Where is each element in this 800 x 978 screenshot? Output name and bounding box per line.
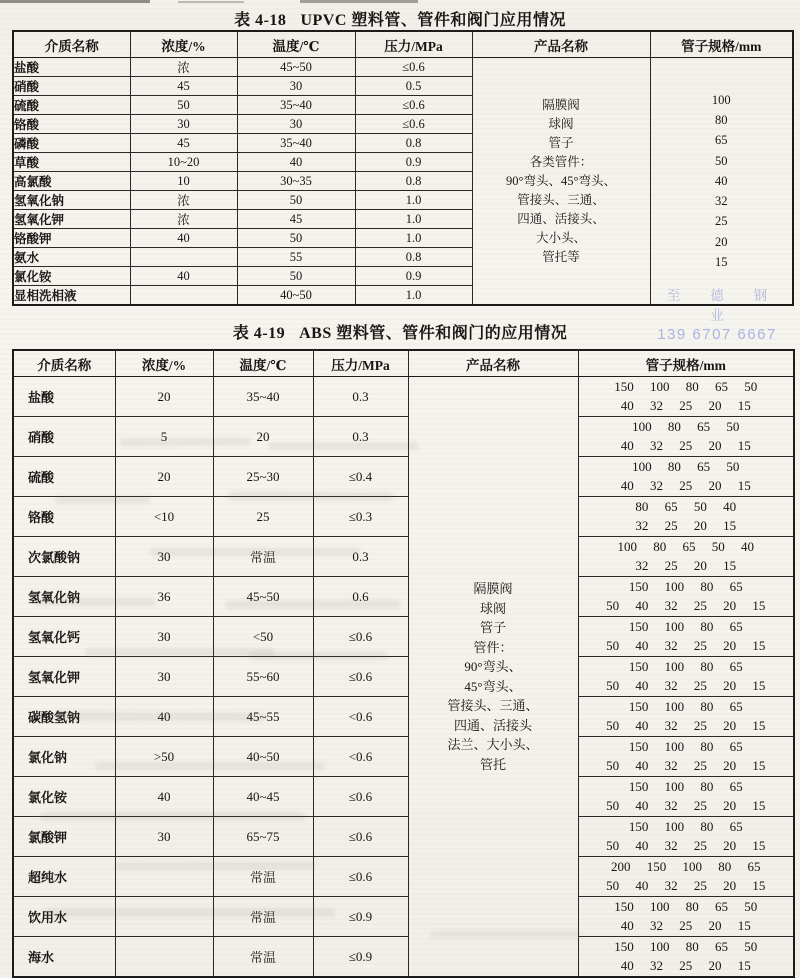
temperature-cell: 35~40 (237, 134, 355, 153)
spec-line-2: 40 32 25 20 15 (620, 477, 751, 493)
pipe-spec-cell (578, 897, 794, 937)
table-4-18-title (0, 0, 800, 30)
medium-cell: 氢氧化钠 (13, 577, 115, 617)
scan-edge-artifact (0, 0, 150, 3)
concentration-cell: 40 (115, 697, 213, 737)
pressure-cell: ≤0.9 (313, 937, 408, 978)
medium-cell: 氯化铵 (13, 267, 130, 286)
medium-cell: 氢氧化钾 (13, 210, 130, 229)
table-row (13, 937, 794, 978)
table-4-18-title-number: 表 4-18 (234, 12, 287, 29)
temperature-cell: 40~50 (237, 286, 355, 306)
medium-cell: 盐酸 (13, 377, 115, 417)
table-4-19-title (0, 320, 800, 343)
header-temperature: 温度/℃ (213, 350, 313, 377)
spec-line: 32 (715, 194, 728, 209)
medium-cell: 次氯酸钠 (13, 537, 115, 577)
medium-cell: 草酸 (13, 153, 130, 172)
concentration-cell: 40 (115, 777, 213, 817)
pipe-spec-cell (578, 937, 794, 978)
temperature-cell: 50 (237, 191, 355, 210)
pressure-cell: 0.6 (313, 577, 408, 617)
pressure-cell: ≤0.3 (313, 497, 408, 537)
spec-line-1: 150 100 80 65 (628, 699, 743, 714)
concentration-cell: 5 (115, 417, 213, 457)
header-concentration: 浓度/% (130, 31, 237, 58)
table-row (13, 777, 794, 817)
medium-cell: 硝酸 (13, 417, 115, 457)
medium-cell: 氢氧化钠 (13, 191, 130, 210)
pipe-specs-cell (650, 58, 793, 306)
table-row (13, 417, 794, 457)
table-row (13, 58, 793, 77)
table-row (13, 617, 794, 657)
table-row (13, 857, 794, 897)
temperature-cell: 常温 (213, 937, 313, 978)
pressure-cell: 0.3 (313, 417, 408, 457)
pressure-cell: 0.3 (313, 537, 408, 577)
spec-line-2: 40 32 25 20 15 (620, 397, 751, 413)
spec-line-2: 50 40 32 25 20 15 (606, 837, 766, 853)
spec-line-2: 40 32 25 20 15 (620, 437, 751, 453)
table-4-18 (12, 30, 794, 306)
table-row (13, 897, 794, 937)
medium-cell: 铬酸 (13, 115, 130, 134)
pressure-cell: ≤0.6 (313, 817, 408, 857)
product-line: 管子 (548, 135, 574, 150)
medium-cell: 饮用水 (13, 897, 115, 937)
pressure-cell: ≤0.6 (313, 617, 408, 657)
header-concentration: 浓度/% (115, 350, 213, 377)
product-line: 45°弯头、 (464, 678, 522, 694)
spec-line: 25 (715, 214, 728, 229)
concentration-cell: 30 (115, 817, 213, 857)
product-line: 法兰、大小头、 (447, 737, 539, 752)
spec-line-2: 50 40 32 25 20 15 (606, 877, 766, 893)
pressure-cell: 0.3 (313, 377, 408, 417)
scan-edge-artifact (300, 0, 418, 3)
spec-line-1: 150 100 80 65 (628, 819, 743, 834)
medium-cell: 硝酸 (13, 77, 130, 96)
concentration-cell: 10 (130, 172, 237, 191)
medium-cell: 铬酸 (13, 497, 115, 537)
concentration-cell: 36 (115, 577, 213, 617)
pressure-cell: ≤0.6 (355, 115, 472, 134)
pressure-cell: ≤0.6 (313, 857, 408, 897)
medium-cell: 盐酸 (13, 58, 130, 77)
pressure-cell: ≤0.6 (355, 96, 472, 115)
temperature-cell: 35~40 (213, 377, 313, 417)
concentration-cell (115, 937, 213, 978)
product-line: 大小头、 (535, 230, 586, 245)
concentration-cell: 45 (130, 134, 237, 153)
scan-edge-artifact (178, 1, 244, 3)
product-line: 各类管件： (529, 154, 593, 169)
spec-line-1: 150 100 80 65 50 (614, 379, 758, 394)
temperature-cell: 45~50 (237, 58, 355, 77)
concentration-cell: 45 (130, 77, 237, 96)
pipe-spec-cell (578, 737, 794, 777)
table-row (13, 577, 794, 617)
concentration-cell: 30 (115, 657, 213, 697)
medium-cell: 硫酸 (13, 457, 115, 497)
temperature-cell: 50 (237, 267, 355, 286)
table-row (13, 737, 794, 777)
concentration-cell: 浓 (130, 191, 237, 210)
temperature-cell: 55 (237, 248, 355, 267)
spec-line: 80 (715, 113, 728, 128)
medium-cell: 碳酸氢钠 (13, 697, 115, 737)
temperature-cell: 40 (237, 153, 355, 172)
spec-line-2: 40 32 25 20 15 (620, 917, 751, 933)
temperature-cell: 常温 (213, 897, 313, 937)
pressure-cell: ≤0.6 (355, 58, 472, 77)
temperature-cell: 50 (237, 229, 355, 248)
temperature-cell: 30 (237, 115, 355, 134)
temperature-cell: 40~45 (213, 777, 313, 817)
concentration-cell: 50 (130, 96, 237, 115)
temperature-cell: 45~50 (213, 577, 313, 617)
table-4-19-title-number: 表 4-19 (232, 325, 286, 342)
table-4-19-body (13, 377, 794, 978)
pipe-spec-cell (578, 497, 794, 537)
header-medium: 介质名称 (13, 31, 130, 58)
spec-line-1: 150 100 80 65 (628, 659, 743, 674)
spec-line-2: 40 32 25 20 15 (620, 957, 751, 973)
concentration-cell: 40 (130, 229, 237, 248)
table-row (13, 457, 794, 497)
spec-line-1: 100 80 65 50 (632, 459, 740, 474)
spec-line-1: 100 80 65 50 (632, 419, 740, 434)
temperature-cell: <50 (213, 617, 313, 657)
table-4-18-title-text: UPVC 塑料管、管件和阀门应用情况 (300, 12, 566, 29)
header-spec: 管子规格/mm (650, 31, 793, 58)
medium-cell: 氯酸钾 (13, 817, 115, 857)
temperature-cell: 45 (237, 210, 355, 229)
spec-line: 50 (715, 153, 728, 168)
pressure-cell: 1.0 (355, 191, 472, 210)
pipe-spec-cell (578, 617, 794, 657)
header-pressure: 压力/MPa (355, 31, 472, 58)
header-spec: 管子规格/mm (578, 350, 794, 377)
product-line: 四通、活接头 (453, 717, 532, 733)
spec-line-2: 50 40 32 25 20 15 (606, 677, 766, 693)
temperature-cell: 55~60 (213, 657, 313, 697)
concentration-cell (115, 897, 213, 937)
spec-line-2: 50 40 32 25 20 15 (606, 757, 766, 773)
pressure-cell: 0.8 (355, 248, 472, 267)
pipe-spec-cell (578, 537, 794, 577)
product-line: 管托 (479, 756, 506, 772)
table-4-18-header (13, 31, 793, 58)
spec-line-1: 80 65 50 40 (635, 499, 737, 514)
pressure-cell: 0.5 (355, 77, 472, 96)
pipe-spec-cell (578, 417, 794, 457)
spec-line-2: 50 40 32 25 20 15 (606, 637, 766, 653)
pressure-cell: ≤0.6 (313, 657, 408, 697)
product-line: 90°弯头、 (464, 659, 522, 674)
table-4-18-body (13, 58, 793, 306)
product-line: 隔膜阀 (542, 97, 580, 112)
pipe-spec-cell (578, 697, 794, 737)
medium-cell: 磷酸 (13, 134, 130, 153)
spec-line-1: 150 100 80 65 (628, 619, 743, 634)
medium-cell: 铬酸钾 (13, 229, 130, 248)
spec-line-2: 50 40 32 25 20 15 (606, 597, 766, 613)
pipe-spec-cell (578, 857, 794, 897)
product-line: 管件： (473, 639, 513, 655)
spec-line-1: 150 100 80 65 50 (614, 939, 758, 954)
table-row (13, 377, 794, 417)
spec-line-1: 150 100 80 65 (628, 739, 743, 754)
pressure-cell: ≤0.4 (313, 457, 408, 497)
product-names-cell (408, 377, 578, 978)
concentration-cell: 30 (115, 537, 213, 577)
product-line: 管子 (479, 620, 506, 635)
table-4-19-title-text: ABS 塑料管、管件和阀门的应用情况 (299, 325, 568, 342)
temperature-cell: 常温 (213, 857, 313, 897)
product-line: 球阀 (479, 600, 506, 616)
spec-line-1: 100 80 65 50 40 (617, 539, 754, 554)
temperature-cell: 45~55 (213, 697, 313, 737)
header-temperature: 温度/℃ (237, 31, 355, 58)
pressure-cell: 1.0 (355, 286, 472, 306)
temperature-cell: 65~75 (213, 817, 313, 857)
product-names-cell (472, 58, 650, 306)
product-line: 管接头、三通、 (447, 698, 539, 713)
spec-line-1: 150 100 80 65 50 (614, 899, 758, 914)
medium-cell: 氯化钠 (13, 737, 115, 777)
spec-line-2: 50 40 32 25 20 15 (606, 717, 766, 733)
product-line: 隔膜阀 (473, 581, 513, 596)
medium-cell: 高氯酸 (13, 172, 130, 191)
spec-line: 20 (715, 234, 728, 249)
temperature-cell: 25~30 (213, 457, 313, 497)
spec-line-2: 50 40 32 25 20 15 (606, 797, 766, 813)
pipe-spec-cell (578, 577, 794, 617)
spec-line-2: 32 25 20 15 (635, 557, 737, 573)
product-line: 球阀 (548, 116, 574, 131)
concentration-cell: >50 (115, 737, 213, 777)
spec-line: 100 (711, 93, 731, 108)
table-4-19-header (13, 350, 794, 377)
medium-cell: 海水 (13, 937, 115, 978)
temperature-cell: 30~35 (237, 172, 355, 191)
medium-cell: 氢氧化钾 (13, 657, 115, 697)
product-line: 管托等 (542, 249, 580, 264)
pressure-cell: 1.0 (355, 210, 472, 229)
header-product: 产品名称 (408, 350, 578, 377)
medium-cell: 显相洗相液 (13, 286, 130, 306)
spec-line-1: 150 100 80 65 (628, 579, 743, 594)
table-row (13, 817, 794, 857)
pipe-spec-cell (578, 817, 794, 857)
concentration-cell: 20 (115, 377, 213, 417)
concentration-cell (115, 857, 213, 897)
pipe-spec-cell (578, 377, 794, 417)
concentration-cell: <10 (115, 497, 213, 537)
temperature-cell: 常温 (213, 537, 313, 577)
spec-line: 65 (715, 133, 728, 148)
pressure-cell: <0.6 (313, 737, 408, 777)
temperature-cell: 30 (237, 77, 355, 96)
pressure-cell: 0.8 (355, 134, 472, 153)
concentration-cell (130, 286, 237, 306)
spec-line-1: 150 100 80 65 (628, 779, 743, 794)
watermark-company-name: 至 德 钢 业 (666, 288, 780, 323)
pressure-cell: 1.0 (355, 229, 472, 248)
table-row (13, 657, 794, 697)
concentration-cell: 浓 (130, 210, 237, 229)
pressure-cell: ≤0.9 (313, 897, 408, 937)
spec-line: 15 (715, 254, 728, 269)
pipe-spec-cell (578, 657, 794, 697)
product-line: 四通、活接头、 (517, 211, 605, 226)
header-medium: 介质名称 (13, 350, 115, 377)
temperature-cell: 20 (213, 417, 313, 457)
medium-cell: 氯化铵 (13, 777, 115, 817)
spec-line-2: 32 25 20 15 (635, 517, 737, 533)
temperature-cell: 35~40 (237, 96, 355, 115)
medium-cell: 氢氧化钙 (13, 617, 115, 657)
concentration-cell: 20 (115, 457, 213, 497)
temperature-cell: 40~50 (213, 737, 313, 777)
spec-line-1: 200 150 100 80 65 (611, 859, 761, 874)
concentration-cell: 40 (130, 267, 237, 286)
spec-line: 40 (715, 173, 728, 188)
pipe-spec-cell (578, 777, 794, 817)
watermark-phone-number: 139 6707 6667 (657, 326, 777, 343)
concentration-cell: 30 (115, 617, 213, 657)
concentration-cell: 浓 (130, 58, 237, 77)
header-pressure: 压力/MPa (313, 350, 408, 377)
pipe-spec-cell (578, 457, 794, 497)
table-row (13, 537, 794, 577)
pressure-cell: ≤0.6 (313, 777, 408, 817)
medium-cell: 硫酸 (13, 96, 130, 115)
product-line: 管接头、三通、 (517, 192, 605, 207)
table-4-19 (12, 349, 795, 978)
product-line: 90°弯头、45°弯头、 (506, 173, 616, 188)
table-row (13, 497, 794, 537)
header-product: 产品名称 (472, 31, 650, 58)
pressure-cell: 0.8 (355, 172, 472, 191)
medium-cell: 超纯水 (13, 857, 115, 897)
concentration-cell (130, 248, 237, 267)
concentration-cell: 30 (130, 115, 237, 134)
table-row (13, 697, 794, 737)
pressure-cell: 0.9 (355, 267, 472, 286)
pressure-cell: <0.6 (313, 697, 408, 737)
pressure-cell: 0.9 (355, 153, 472, 172)
medium-cell: 氨水 (13, 248, 130, 267)
concentration-cell: 10~20 (130, 153, 237, 172)
temperature-cell: 25 (213, 497, 313, 537)
